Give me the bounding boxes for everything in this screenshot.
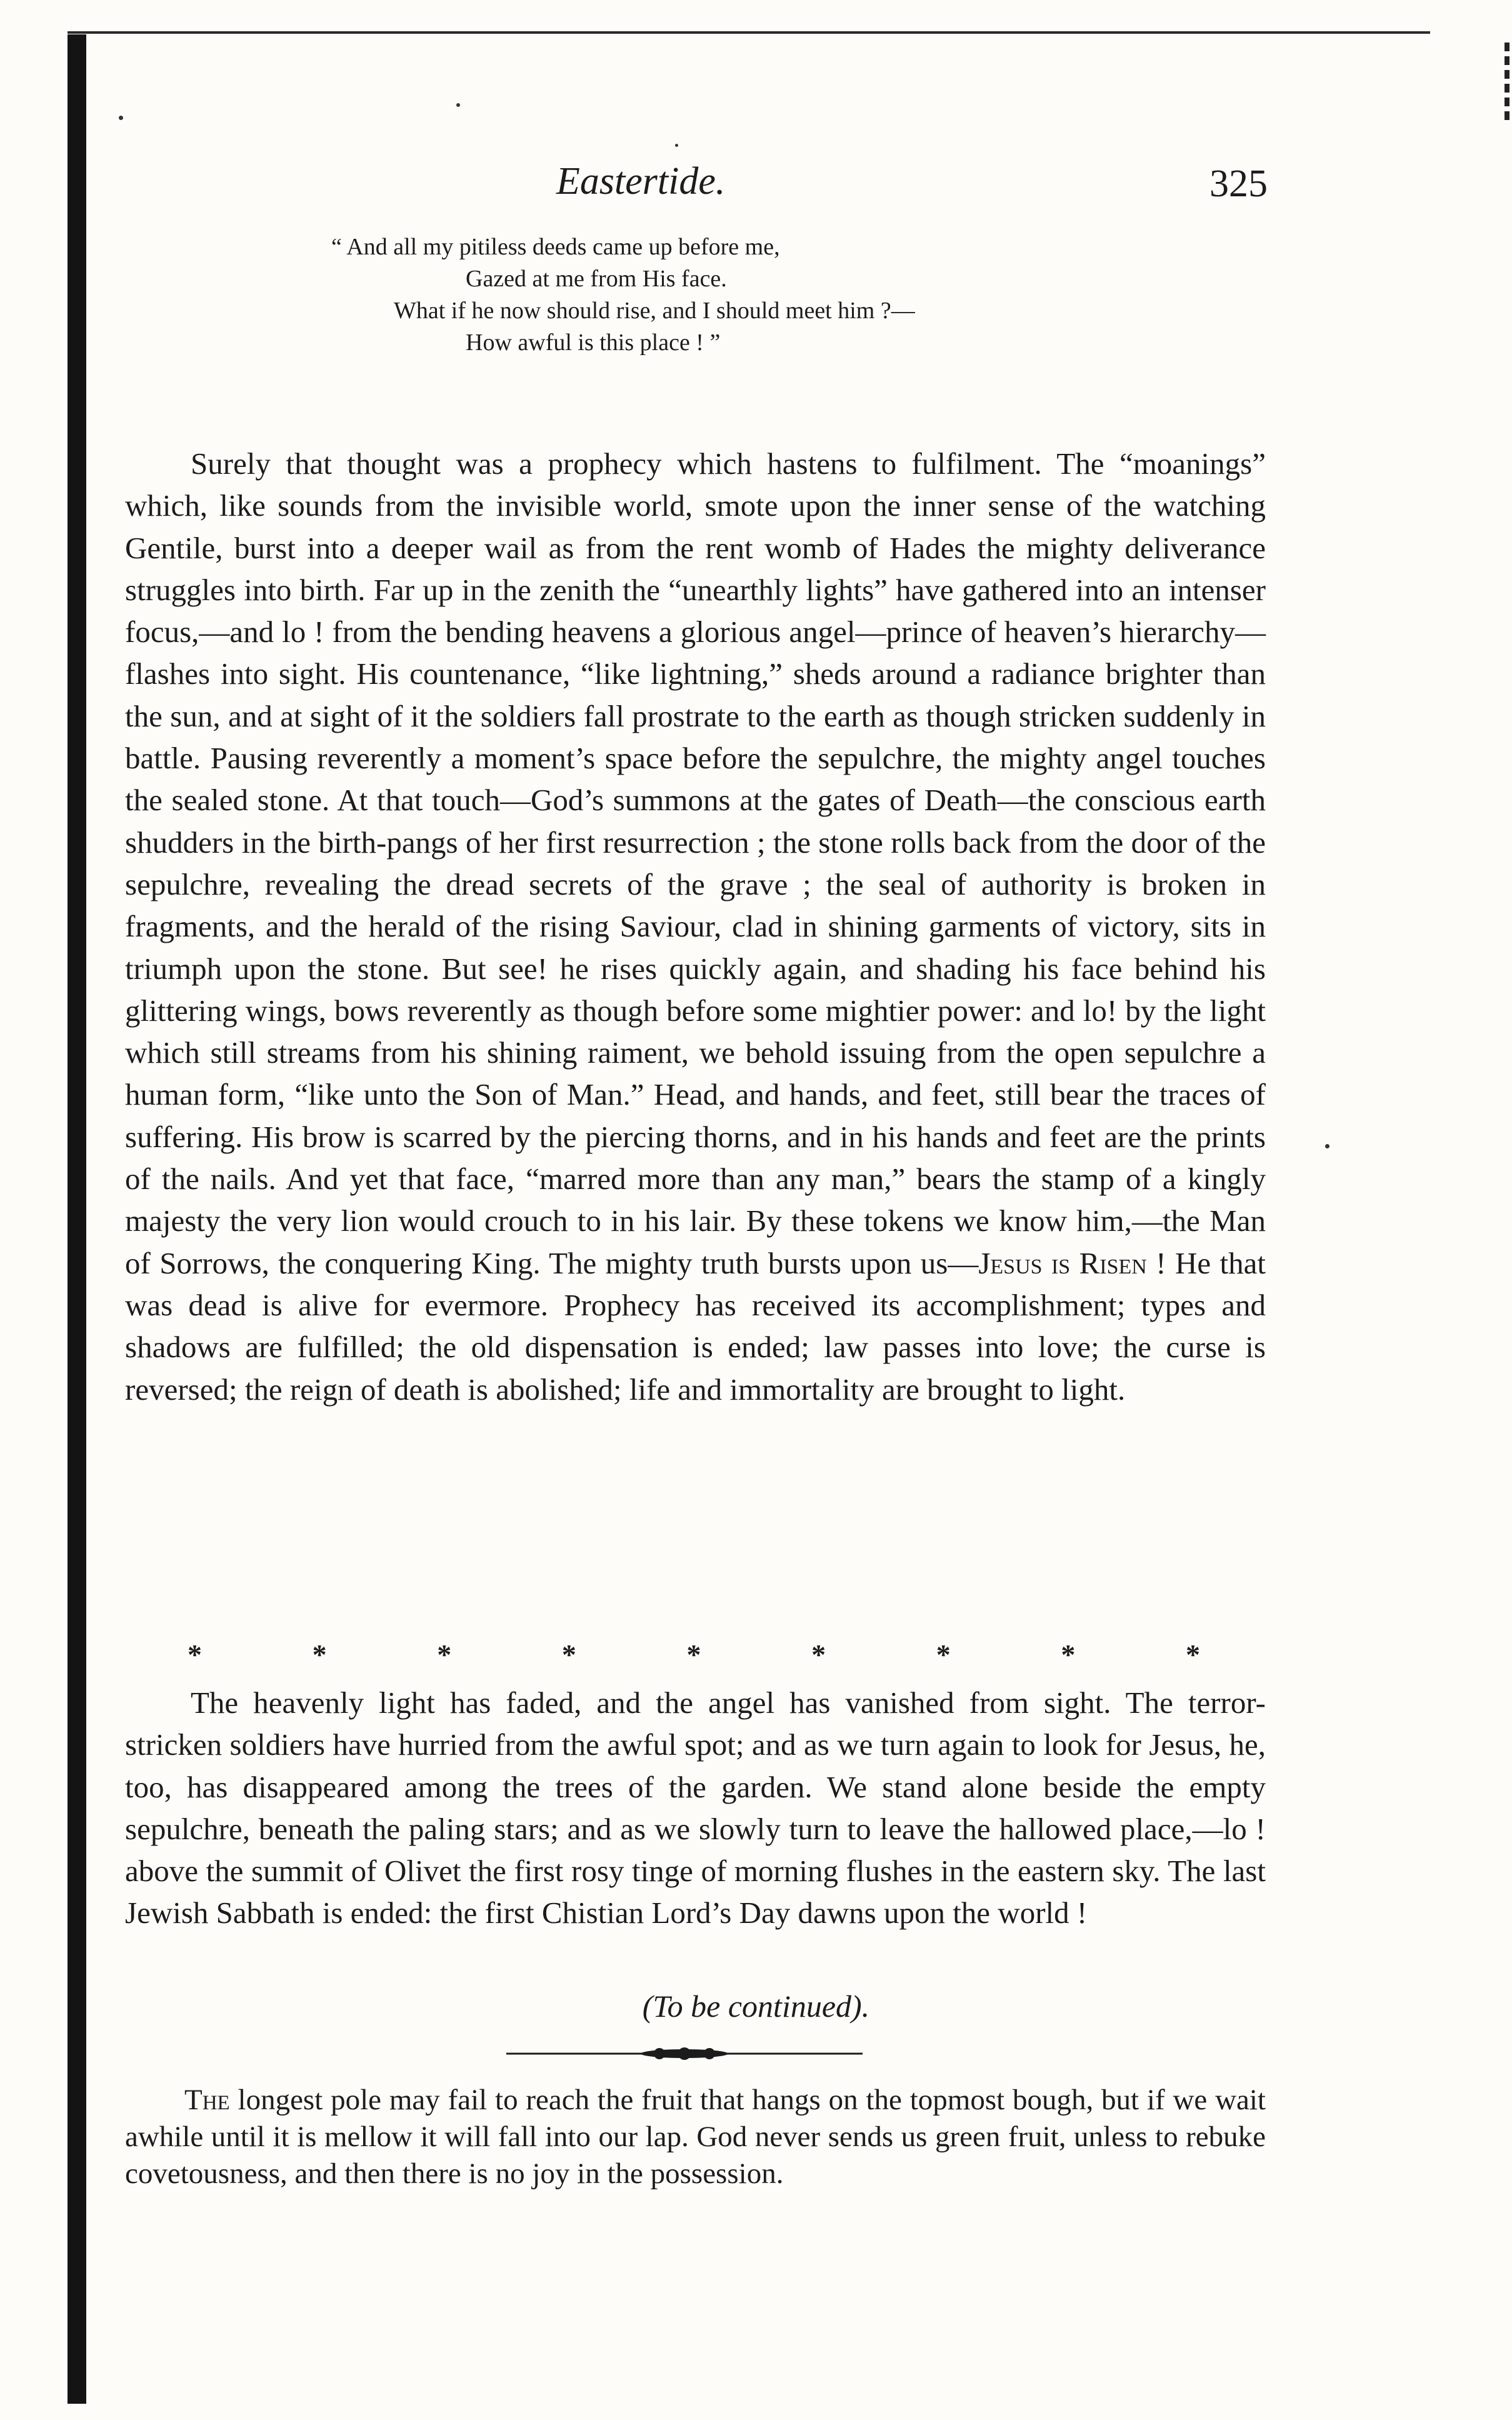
top-border-rule <box>68 31 1430 34</box>
paragraph-text: longest pole may fail to reach the fruit that hangs on the topmost bough, but if we wait awhile until it is mellow it will fall into our lap. God never sends us green fruit, unless to rebuke covetousness, and then there is no joy in the possession. <box>125 2084 1266 2190</box>
asterisk: * <box>1061 1639 1076 1670</box>
asterisk: * <box>188 1639 202 1670</box>
small-caps-phrase: Jesus is Risen <box>978 1245 1147 1280</box>
asterisk: * <box>936 1639 951 1670</box>
print-speck <box>675 144 678 147</box>
print-speck <box>1325 1144 1329 1148</box>
ornamental-rule <box>506 2044 863 2063</box>
poem-line: Gazed at me from His face. <box>466 266 727 292</box>
print-speck <box>456 103 460 107</box>
asterisk: * <box>312 1639 327 1670</box>
body-paragraph <box>125 443 1266 1410</box>
asterisk: * <box>437 1639 452 1670</box>
asterisk: * <box>686 1639 701 1670</box>
poem-quotation <box>331 231 1331 359</box>
page-binding-edge <box>68 34 86 2404</box>
poem-line: “ And all my pitiless deeds came up before me, <box>331 234 780 260</box>
closing-paragraph <box>125 2082 1266 2192</box>
to-be-continued-note: (To be continued). <box>642 1989 870 2024</box>
drop-word: The <box>184 2084 230 2116</box>
asterisk: * <box>1186 1639 1200 1670</box>
page-number: 325 <box>1209 163 1268 205</box>
asterisk: * <box>561 1639 576 1670</box>
paragraph-text: Surely that thought was a prophecy which hastens to fulfilment. The “moanings” which, like sounds from the invisible world, smote upon the inner sense of the watching Gentile, burst into a deeper wail as from the rent womb of Hades the mighty deliverance struggles into birth. Far up in the zenith the “unearthly lights” have gathered into an intenser focus,—and lo ! from the bending heavens a glorious angel—prince of heaven’s hierarchy—flashes into sight. His countenance, “like lightning,” sheds around a radiance brighter than the sun, and at sight of it the soldiers fall prostrate to the earth as though stricken suddenly in battle. Pausing reverently a moment’s space before the sepulchre, the mighty angel touches the sealed stone. At that touch—God’s summons at the gates of Death—the conscious earth shudders in the birth-pangs of her first resurrection ; the stone rolls back from the door of the sepulchre, revealing the dread secrets of the grave ; the seal of authority is broken in fragments, and the herald of the rising Saviour, clad in shining garments of victory, sits in triumph upon the stone. But see! he rises quickly again, and shading his face behind his glittering wings, bows reverently as though before some mightier power: and lo! by the light which still streams from his shining raiment, we behold issuing from the open sepulchre a human form, “like unto the Son of Man.” Head, and hands, and feet, still bear the traces of suffering. His brow is scarred by the piercing thorns, and in his hands and feet are the prints of the nails. And yet that face, “marred more than any man,” bears the stamp of a kingly majesty the very lion would crouch to in his lair. By these tokens we know him,—the Man of Sorrows, the conquering King. The mighty truth bursts upon us— <box>125 446 1266 1280</box>
paragraph-text: ! He that was dead is alive for evermore. Prophecy has received its accomplishment; types and shadows are fulfilled; the old dispensation is ended; law passes into love; the curse is reversed; the reign of death is abolished; life and immortality are brought to light. <box>125 1245 1266 1407</box>
asterisk: * <box>811 1639 826 1670</box>
section-break-asterisks <box>188 1638 1200 1671</box>
print-speck <box>119 116 123 120</box>
poem-line: How awful is this place ! ” <box>466 329 721 356</box>
poem-line: What if he now should rise, and I should meet him ?— <box>394 298 915 324</box>
page-header <box>0 159 1512 228</box>
body-paragraph: The heavenly light has faded, and the angel has vanished from sight. The terror-stricken soldiers have hurried from the awful spot; and as we turn again to look for Jesus, he, too, has disappeared among the trees of the garden. We stand alone beside the empty sepulchre, beneath the paling stars; and as we slowly turn to leave the hallowed place,—lo ! above the summit of Olivet the first rosy tinge of morning flushes in the eastern sky. The last Jewish Sabbath is ended: the first Chistian Lord’s Day dawns upon the world ! <box>125 1685 1266 1930</box>
running-title: Eastertide. <box>556 160 726 203</box>
